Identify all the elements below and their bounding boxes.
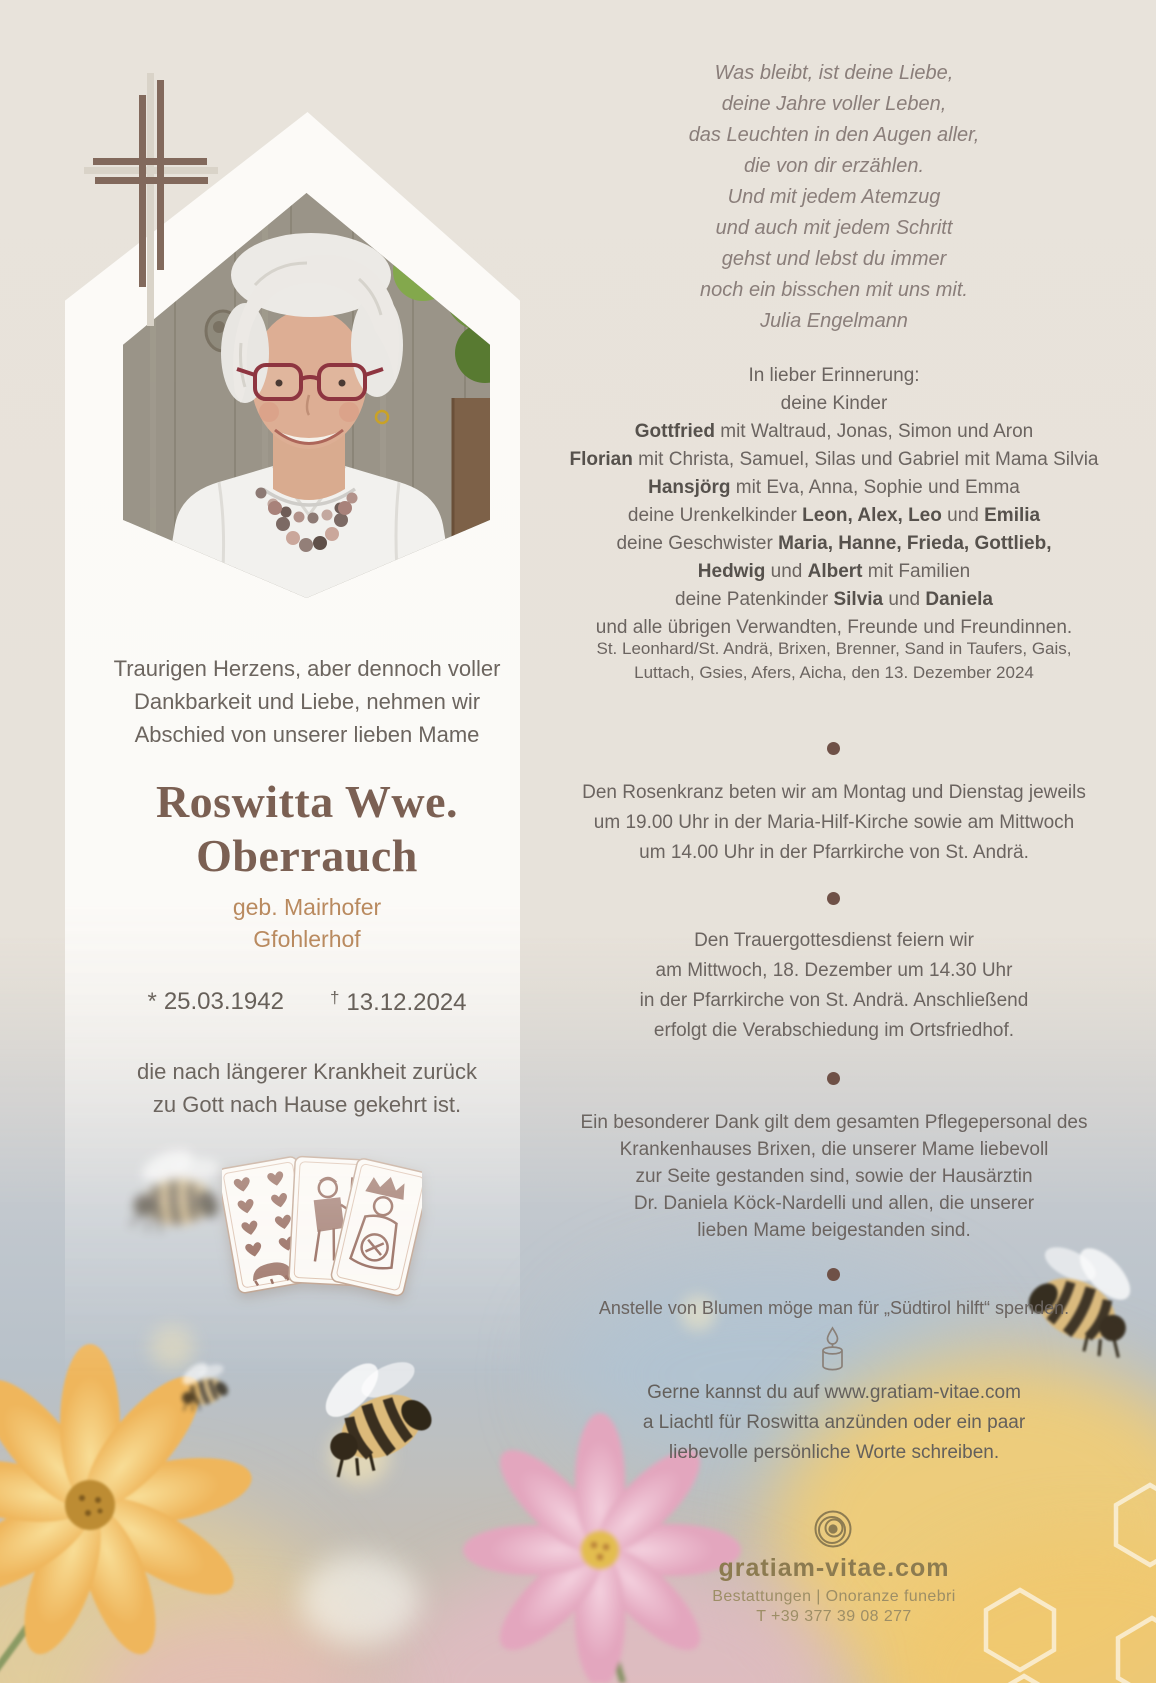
text-line: die nach längerer Krankheit zurück	[137, 1059, 477, 1084]
farewell-intro	[67, 652, 547, 751]
text-line: Was bleibt, ist deine Liebe,	[714, 62, 954, 84]
cross-icon	[70, 56, 240, 326]
text-line: erfolgt die Verabschiedung im Ortsfriedhof.	[653, 1020, 1015, 1041]
text-line: in der Pfarrkirche von St. Andrä. Anschließend	[639, 990, 1029, 1011]
brand-tagline: Bestattungen | Onoranze funebri	[712, 1588, 956, 1605]
text-line: Hedwig und Albert mit Familien	[697, 561, 971, 582]
birth-date: * 25.03.1942	[147, 988, 284, 1015]
death-symbol: †	[329, 988, 340, 1007]
text-line: Florian mit Christa, Samuel, Silas und Gabriel mit Mama Silvia	[569, 449, 1099, 470]
text-line: und alle übrigen Verwandten, Freunde und Freundinnen.	[595, 617, 1073, 638]
text-line: Dr. Daniela Köck-Nardelli und allen, die unserer	[633, 1193, 1035, 1214]
text-line: zur Seite gestanden sind, sowie der Hausärztin	[635, 1166, 1033, 1187]
funeral-service-info	[534, 926, 1134, 1046]
white-flower-blur	[300, 1555, 420, 1645]
text-line: Abschied von unserer lieben Mame	[134, 722, 480, 747]
text-line: Den Trauergottesdienst feiern wir	[694, 930, 974, 951]
text-line: Roswitta Wwe.	[155, 776, 459, 827]
text-line: St. Leonhard/St. Andrä, Brixen, Brenner, Sand in Taufers, Gais,	[596, 639, 1072, 658]
brand-phone: T +39 377 39 08 277	[756, 1608, 912, 1625]
text-line: Oberrauch	[196, 830, 418, 881]
quote-lines	[689, 58, 980, 306]
logo-spiral-icon	[810, 1506, 856, 1552]
deceased-name	[67, 775, 547, 883]
text-line: noch ein bisschen mit uns mit.	[700, 279, 968, 301]
text-line: deine Geschwister Maria, Hanne, Frieda, Gottlieb,	[616, 533, 1052, 554]
text-line: das Leuchten in den Augen aller,	[688, 124, 980, 146]
maiden-name	[67, 891, 547, 955]
text-line: geb. Mairhofer	[232, 894, 382, 920]
text-line: Gottfried mit Waltraud, Jonas, Simon und Aron	[634, 421, 1034, 442]
text-line: Krankenhauses Brixen, die unserer Mame liebevoll	[619, 1139, 1049, 1160]
death-date: † 13.12.2024	[329, 988, 467, 1016]
birth-symbol: *	[147, 988, 157, 1015]
text-line: deine Urenkelkinder Leon, Alex, Leo und Emilia	[627, 505, 1041, 526]
remembrance-list	[534, 362, 1134, 642]
candle-icon	[819, 1326, 846, 1372]
text-line: Luttach, Gsies, Afers, Aicha, den 13. Dezember 2024	[634, 663, 1034, 682]
text-line: die von dir erzählen.	[743, 155, 925, 177]
text-line: deine Patenkinder Silvia und Daniela	[675, 589, 993, 610]
text-line: und auch mit jedem Schritt	[715, 217, 953, 239]
text-line: a Liachtl für Roswitta anzünden oder ein paar	[642, 1412, 1026, 1433]
closing-sentence	[67, 1055, 547, 1121]
brand-name: gratiam-vitae.com	[718, 1554, 950, 1582]
text-line: In lieber Erinnerung:	[748, 365, 920, 386]
text-line: zu Gott nach Hause gekehrt ist.	[152, 1092, 462, 1117]
text-line: Traurigen Herzens, aber dennoch voller	[113, 656, 501, 681]
online-condolence-info	[534, 1378, 1134, 1468]
text-line: Hansjörg mit Eva, Anna, Sophie und Emma	[648, 477, 1020, 498]
text-line: Gfohlerhof	[253, 926, 361, 952]
text-line: lieben Mame beigestanden sind.	[697, 1220, 971, 1241]
thanks-paragraph	[534, 1109, 1134, 1244]
text-line: Und mit jedem Atemzug	[727, 186, 941, 208]
quote-attribution: Julia Engelmann	[760, 310, 908, 332]
text-line: um 14.00 Uhr in der Pfarrkirche von St. Andrä.	[639, 842, 1029, 863]
places-date-line	[534, 637, 1134, 685]
text-line: Ein besonderer Dank gilt dem gesamten Pflegepersonal des	[580, 1112, 1088, 1133]
rosary-info	[534, 778, 1134, 868]
text-line: Gerne kannst du auf www.gratiam-vitae.com	[647, 1382, 1021, 1403]
separator-dot	[827, 742, 840, 755]
separator-dot	[827, 1268, 840, 1281]
text-line: um 19.00 Uhr in der Maria-Hilf-Kirche sowie am Mittwoch	[593, 812, 1075, 833]
text-line: Dankbarkeit und Liebe, nehmen wir	[133, 689, 481, 714]
text-line: gehst und lebst du immer	[721, 248, 947, 270]
donation-line: Anstelle von Blumen möge man für „Südtirol hilft“ spenden.	[598, 1298, 1070, 1318]
text-line: Den Rosenkranz beten wir am Montag und Dienstag jeweils	[582, 782, 1086, 803]
text-line: am Mittwoch, 18. Dezember um 14.30 Uhr	[655, 960, 1013, 981]
separator-dot	[827, 1072, 840, 1085]
text-line: liebevolle persönliche Worte schreiben.	[668, 1442, 1000, 1463]
memorial-quote	[534, 58, 1134, 337]
text-line: deine Jahre voller Leben,	[721, 93, 947, 115]
text-line: deine Kinder	[780, 393, 888, 414]
separator-dot	[827, 892, 840, 905]
life-dates	[67, 988, 547, 1017]
